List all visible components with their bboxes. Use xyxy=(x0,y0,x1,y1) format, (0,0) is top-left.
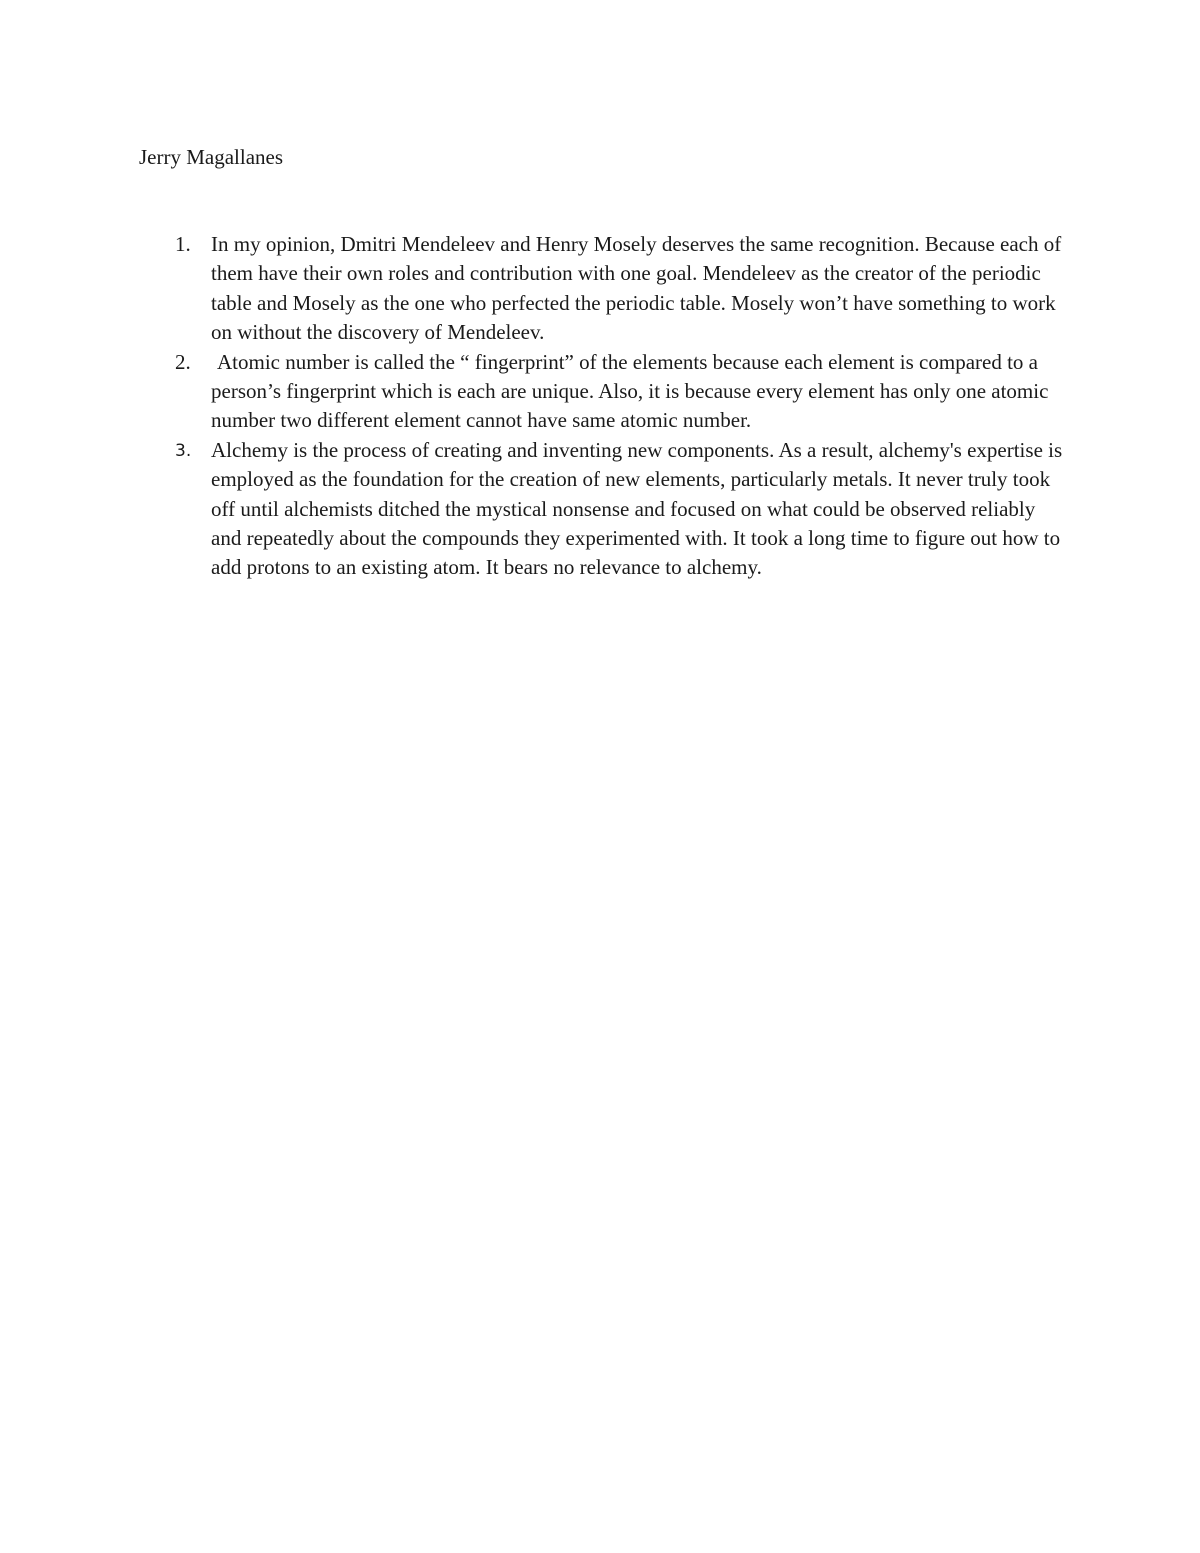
list-item xyxy=(139,230,1069,348)
answer-list xyxy=(139,230,1069,583)
list-number: 3. xyxy=(175,440,192,461)
answer-text: Alchemy is the process of creating and inventing new components. As a result, alchemy's expertise is employed as the foundation for the creation of new elements, particularly metals. It never truly took off until alchemists ditched the mystical nonsense and focused on what could be observed reliably and repeatedly about the compounds they experimented with. It took a long time to figure out how to add protons to an existing atom. It bears no relevance to alchemy. xyxy=(211,437,1063,580)
list-item xyxy=(139,436,1069,583)
author-name: Jerry Magallanes xyxy=(139,145,284,169)
list-number: 2. xyxy=(175,349,191,374)
list-item xyxy=(139,348,1069,436)
answer-text: In my opinion, Dmitri Mendeleev and Henry Mosely deserves the same recognition. Because each of them have their own roles and contribution with one goal. Mendeleev as the creator of the periodic table and Mosely as the one who perfected the periodic table. Mosely won’t have something to work on without the discovery of Mendeleev. xyxy=(211,232,1062,345)
answer-text: Atomic number is called the “ fingerprint” of the elements because each element is compared to a person’s fingerprint which is each are unique. Also, it is because every element has only one atomic number two different element cannot have same atomic number. xyxy=(211,349,1049,433)
list-number: 1. xyxy=(175,232,191,256)
